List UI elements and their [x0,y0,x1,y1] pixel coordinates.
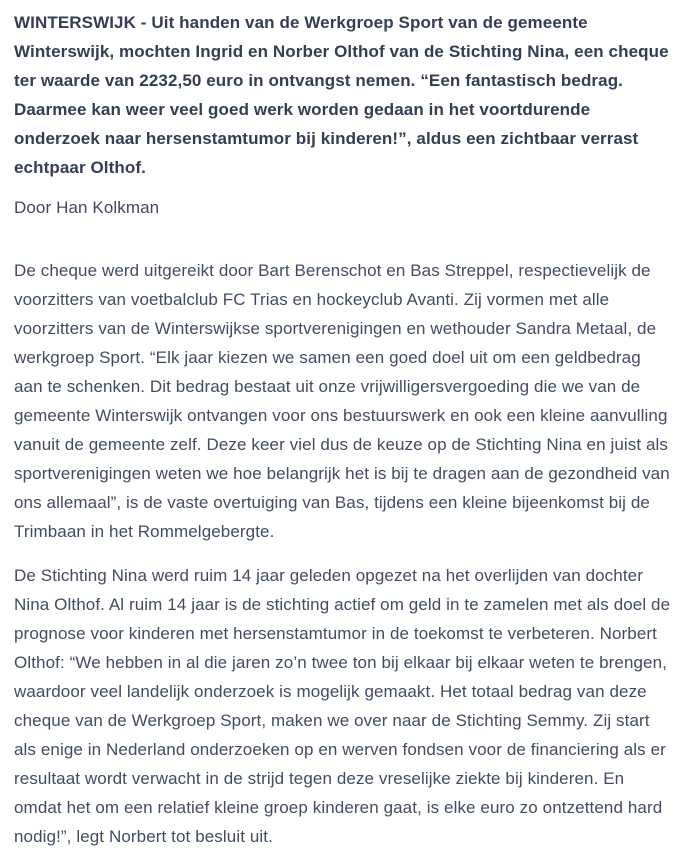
article-byline: Door Han Kolkman [14,198,160,217]
article-paragraph-2: De Stichting Nina werd ruim 14 jaar geleden opgezet na het overlijden van dochter Nina Olthof. Al ruim 14 jaar is de stichting actief om geld in te zamelen met als doel de prognose voor kinderen met hersenstamtumor in de toekomst te verbeteren. Norbert Olthof: “We hebben in al die jaren zo’n twee ton bij elkaar bij elkaar weten te brengen, waardoor veel landelijk onderzoek is mogelijk gemaakt. Het totaal bedrag van deze cheque van de Werkgroep Sport, maken we over naar de Stichting Semmy. Zij start als enige in Nederland onderzoeken op en werven fondsen voor de financiering als er resultaat wordt verwacht in de strijd tegen deze vreselijke ziekte bij kinderen. En omdat het om een relatief kleine groep kinderen gaat, is elke euro zo ontzettend hard nodig!”, legt Norbert tot besluit uit. [14,566,671,846]
article-intro: WINTERSWIJK - Uit handen van de Werkgroep Sport van de gemeente Winterswijk, mochten Ingrid en Norber Olthof van de Stichting Nina, een cheque ter waarde van 2232,50 euro in ontvangst nemen. “Een fantastisch bedrag. Daarmee kan weer veel goed werk worden gedaan in het voortdurende onderzoek naar hersenstamtumor bij kinderen!”, aldus een zichtbaar verrast echtpaar Olthof. [14,13,669,177]
article-paragraph-1: De cheque werd uitgereikt door Bart Berenschot en Bas Streppel, respectievelijk de voorzitters van voetbalclub FC Trias en hockeyclub Avanti. Zij vormen met alle voorzitters van de Winterswijkse sportverenigingen en wethouder Sandra Metaal, de werkgroep Sport. “Elk jaar kiezen we samen een goed doel uit om een geldbedrag aan te schenken. Dit bedrag bestaat uit onze vrijwilligersvergoeding die we van de gemeente Winterswijk ontvangen voor ons bestuurswerk en ook een kleine aanvulling vanuit de gemeente zelf. Deze keer viel dus de keuze op de Stichting Nina en juist als sportverenigingen weten we hoe belangrijk het is bij te dragen aan de gezondheid van ons allemaal”, is de vaste overtuiging van Bas, tijdens een kleine bijeenkomst bij de Trimbaan in het Rommelgebergte. [14,261,670,541]
